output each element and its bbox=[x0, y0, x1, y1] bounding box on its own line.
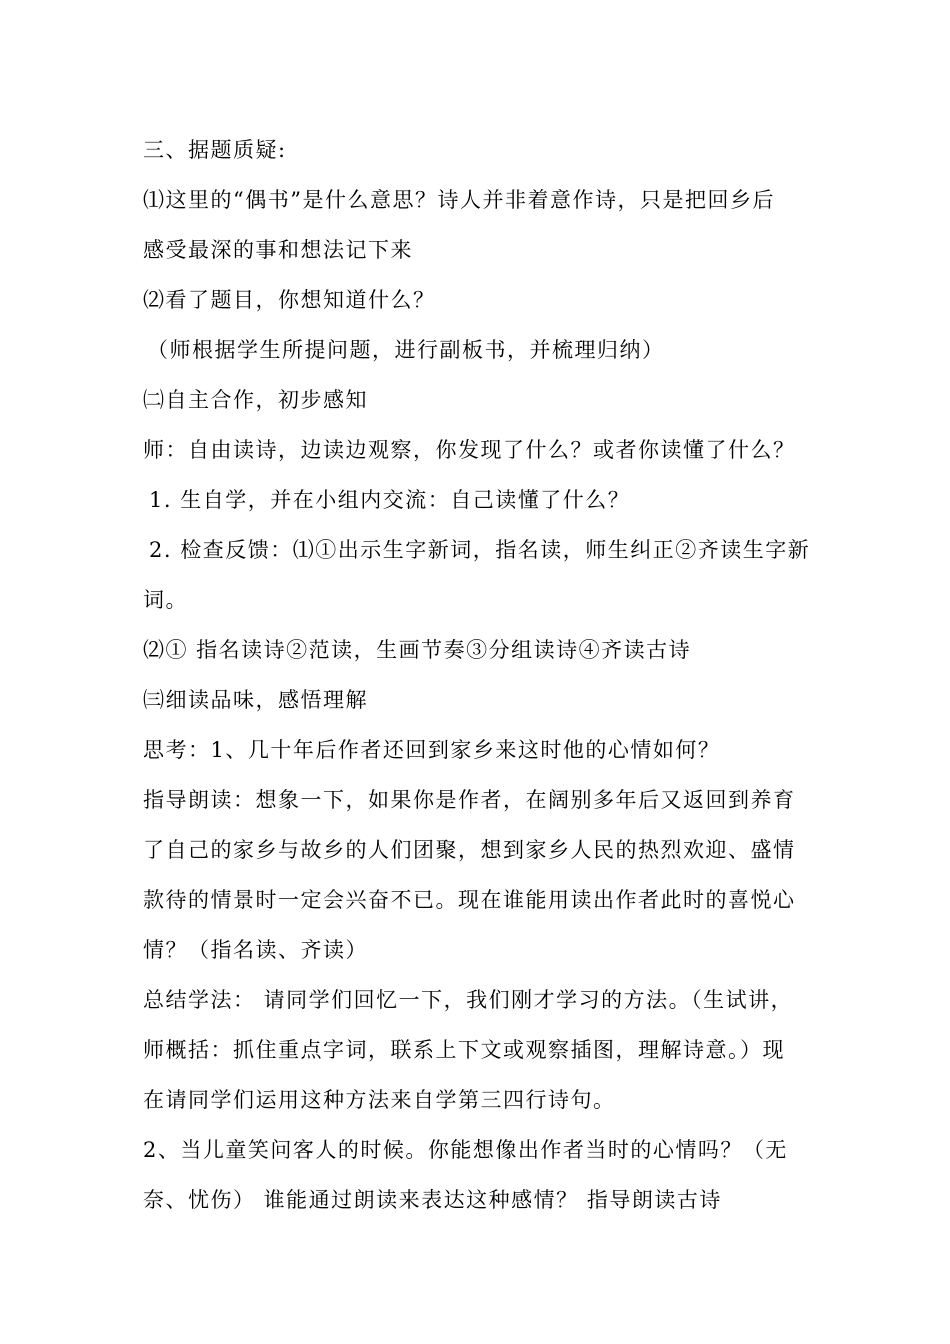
paragraph-line: ⑵看了题目，你想知道什么？ bbox=[143, 288, 436, 312]
list-item: 2. 检查反馈：⑴①出示生字新词，指名读，师生纠正②齐读生字新 bbox=[149, 538, 811, 562]
section-heading-reading: ㈢细读品味，感悟理解 bbox=[143, 688, 368, 712]
paragraph-line: ⑴这里的“偶书”是什么意思？诗人并非着意作诗，只是把回乡后 bbox=[143, 188, 775, 212]
paragraph-line: 思考：1、几十年后作者还回到家乡来这时他的心情如何？ bbox=[143, 738, 721, 762]
paragraph-line: ⑵① 指名读诗②范读，生画节奏③分组读诗④齐读古诗 bbox=[143, 638, 692, 662]
section-heading-cooperation: ㈡自主合作，初步感知 bbox=[143, 388, 368, 412]
paragraph-line: 感受最深的事和想法记下来 bbox=[143, 238, 413, 262]
paragraph-line: 师概括：抓住重点字词，联系上下文或观察插图，理解诗意。）现 bbox=[143, 1038, 785, 1062]
paragraph-line: 在请同学们运用这种方法来自学第三四行诗句。 bbox=[143, 1088, 616, 1112]
section-heading-question: 三、据题质疑: bbox=[143, 138, 287, 162]
paragraph-line: 款待的情景时一定会兴奋不已。现在谁能用读出作者此时的喜悦心 bbox=[143, 888, 796, 912]
document-body bbox=[143, 130, 815, 1230]
paragraph-line: 奈、忧伤） 谁能通过朗读来表达这种感情？ 指导朗读古诗 bbox=[143, 1188, 722, 1212]
paragraph-line: 总结学法： 请同学们回忆一下，我们刚才学习的方法。（生试讲， bbox=[143, 988, 794, 1012]
paragraph-line: 师：自由读诗，边读边观察，你发现了什么？或者你读懂了什么？ bbox=[143, 438, 796, 462]
paragraph-line: 词。 bbox=[143, 588, 188, 612]
paragraph-line: 指导朗读：想象一下，如果你是作者，在阔别多年后又返回到养育 bbox=[143, 788, 796, 812]
paragraph-line: 2、当儿童笑问客人的时候。你能想像出作者当时的心情吗？（无 bbox=[143, 1138, 788, 1162]
paragraph-line: （师根据学生所提问题，进行副板书，并梳理归纳） bbox=[147, 338, 665, 362]
list-item: 1. 生自学，并在小组内交流：自己读懂了什么？ bbox=[149, 488, 631, 512]
paragraph-line: 情？（指名读、齐读） bbox=[143, 938, 368, 962]
paragraph-line: 了自己的家乡与故乡的人们团聚，想到家乡人民的热烈欢迎、盛情 bbox=[143, 838, 796, 862]
